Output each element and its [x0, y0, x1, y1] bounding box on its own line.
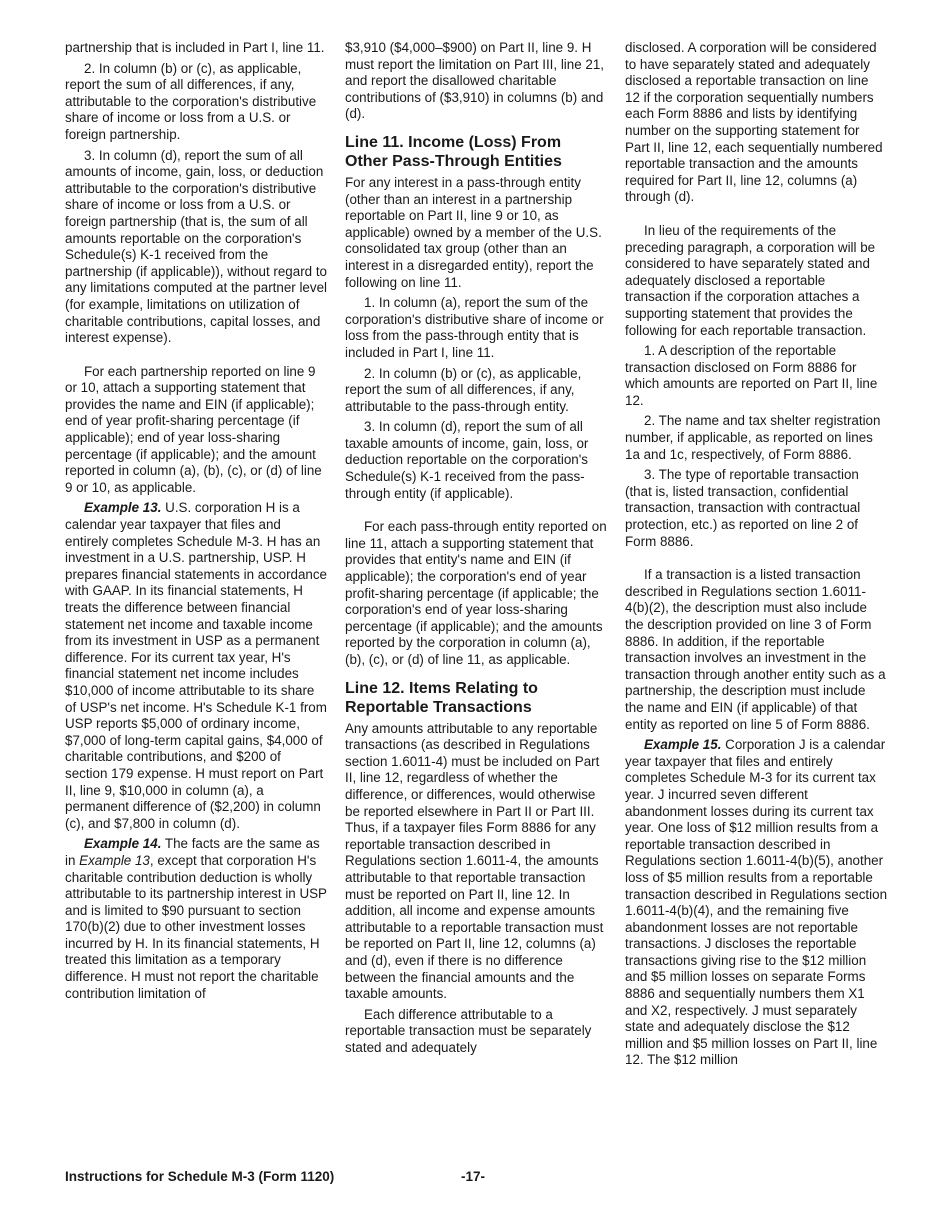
- list-item: 3. In column (d), report the sum of all amounts of income, gain, loss, or deduction attributable to the corporation's distributive share of income or loss from a U.S. or foreign partnership (that is, the sum of all amounts reportable on the corporation's Schedule(s) K-1 received from the partnership (if applicable)), without regard to any limitations computed at the partner level (for example, limitations on utilization of charitable contributions, capital losses, and interest expense).: [65, 147, 328, 346]
- example-label: Example 13.: [84, 500, 162, 516]
- list-item: 2. The name and tax shelter registration number, if applicable, as reported on lines 1a and 1c, respectively, of Form 8886.: [625, 413, 881, 462]
- page-number: -17-: [461, 1169, 486, 1184]
- example-14: [65, 836, 327, 1002]
- column-right: [625, 40, 887, 1069]
- example-label: Example 14.: [84, 836, 162, 852]
- section-heading-line-11: Line 11. Income (Loss) From Other Pass-Through Entities: [345, 133, 562, 170]
- paragraph: For each partnership reported on line 9 or 10, attach a supporting statement that provides the name and EIN (if applicable); end of year profit-sharing percentage (if applicable); end of year loss-sharing percentage (if applicable); and the amount reported in column (a), (b), (c), or (d) of line 9 or 10, as applicable.: [65, 363, 322, 495]
- example-text: Corporation J is a calendar year taxpayer that files and entirely completes Schedule M-3 for its current tax year. J incurred seven different abandonment losses during its current tax year. One loss of $12 million results from a reportable transaction described in Regulations section 1.6011-4(b)(5), another loss of $5 million results from a reportable transaction described in Regulations section 1.6011-4(b)(4), and the remaining five abandonment losses are not reportable transactions. J discloses the reportable transactions giving rise to the $12 million and $5 million losses on separate Forms 8886 and sequentially numbers them X1 and X2, respectively. J must separately state and adequately disclose the $12 million and $5 million losses on Part II, line 12. The $12 million: [625, 737, 888, 1068]
- example-label: Example 15.: [644, 737, 722, 753]
- list-item: 2. In column (b) or (c), as applicable, report the sum of all differences, if any, attributable to the pass-through entity.: [345, 365, 582, 414]
- footer-title: Instructions for Schedule M-3 (Form 1120): [65, 1169, 335, 1184]
- paragraph: If a transaction is a listed transaction described in Regulations section 1.6011-4(b)(2), the description must also include the description provided on line 3 of Form 8886. In addition, if the reportable transaction involves an investment in the transaction through another entity such as a partnership, the description must include the name and EIN (if applicable) of that entity as reported on line 5 of Form 8886.: [625, 567, 886, 732]
- example-15: [625, 737, 887, 1069]
- paragraph: For each pass-through entity reported on line 11, attach a supporting statement that provides that entity's name and EIN (if applicable); the corporation's end of year profit-sharing percentage (if applicable; the corporation's end of year loss-sharing percentage (if applicable); and the amounts reported by the corporation in column (a), (b), (c), or (d) of line 11, as applicable.: [345, 519, 607, 667]
- column-middle: [345, 40, 607, 1056]
- list-item: 3. In column (d), report the sum of all taxable amounts of income, gain, loss, or deduction reportable on the corporation's Schedule(s) K-1 received from the pass-through entity (if applicable).: [345, 419, 589, 501]
- paragraph: For any interest in a pass-through entity (other than an interest in a partnership reportable on Part II, line 9 or 10, as applicable) owned by a member of the U.S. consolidated tax group (other than an interest in a disregarded entity), report the following on line 11.: [345, 174, 602, 290]
- paragraph: $3,910 ($4,000–$900) on Part II, line 9. H must report the limitation on Part III, line 21, and report the disallowed charitable contributions of ($3,910) in columns (b) and (d).: [345, 40, 605, 122]
- paragraph: In lieu of the requirements of the preceding paragraph, a corporation will be considered to have separately stated and adequately disclosed a reportable transaction if the corporation attaches a supporting statement that provides the following for each reportable transaction.: [625, 222, 876, 338]
- section-heading-line-12: Line 12. Items Relating to Reportable Transactions: [345, 679, 538, 716]
- page-footer: [65, 1169, 885, 1187]
- list-item: 2. In column (b) or (c), as applicable, report the sum of all differences, if any, attributable to the corporation's distributive share of income or loss from a U.S. or foreign partnership.: [65, 60, 317, 142]
- paragraph: partnership that is included in Part I, line 11.: [65, 40, 325, 55]
- paragraph: disclosed. A corporation will be considered to have separately stated and adequately disclosed a reportable transaction on line 12 if the corporation sequentially numbers each Form 8886 and lists by identifying number on the supporting statement for Part II, line 12, each sequentially numbered reportable transaction and the amounts required for Part II, line 12, columns (a) through (d).: [625, 40, 883, 205]
- list-item: 1. In column (a), report the sum of the corporation's distributive share of income or loss from the pass-through entity that is included in Part I, line 11.: [345, 295, 604, 360]
- column-left: [65, 40, 327, 1002]
- paragraph: Each difference attributable to a reportable transaction must be separately stated and adequately: [345, 1006, 592, 1055]
- paragraph: Any amounts attributable to any reportable transactions (as described in Regulations section 1.6011-4) must be included on Part II, line 12, regardless of whether the difference, or differences, would otherwise be reported elsewhere in Part II or Part III. Thus, if a taxpayer files Form 8886 for any reportable transaction described in Regulations section 1.6011-4, the amounts attributable to that reportable transaction must be reported on Part II, line 12. In addition, all income and expense amounts attributable to a reportable transaction must be reported on Part II, line 12, columns (a) and (d), even if there is no difference between the financial amounts and the taxable amounts.: [345, 720, 604, 1002]
- example-13: [65, 500, 327, 832]
- example-text: U.S. corporation H is a calendar year taxpayer that files and entirely completes Schedule M-3. H has an investment in a U.S. partnership, USP. H prepares financial statements in accordance with GAAP. In its financial statements, H treats the difference between financial statement net income and taxable income from its investment in USP as a permanent difference. For its current tax year, H's financial statement net income includes $10,000 of income attributable to its share of USP's net income. H's Schedule K-1 from USP reports $5,000 of ordinary income, $7,000 of long-term capital gains, $4,000 of charitable contributions, and $200 of section 179 expense. H must report on Part II, line 9, $10,000 in column (a), a permanent difference of ($2,200) in column (c), and $7,800 in column (d).: [65, 500, 328, 831]
- list-item: 3. The type of reportable transaction (that is, listed transaction, confidential transaction, transaction with contractual protection, etc.) as reported on line 2 of Form 8886.: [625, 467, 861, 549]
- list-item: 1. A description of the reportable transaction disclosed on Form 8886 for which amounts are reported on Part II, line 12.: [625, 343, 878, 408]
- example-reference: Example 13: [79, 852, 150, 868]
- example-text: The facts are the same as in: [65, 836, 320, 868]
- example-text: , except that corporation H's charitable contribution deduction is wholly attributable to its partnership interest in USP and is limited to $90 pursuant to section 170(b)(2) due to other investment losses incurred by H. In its financial statements, H treated this limitation as a temporary difference. H must not report the charitable contribution limitation of: [65, 852, 327, 1001]
